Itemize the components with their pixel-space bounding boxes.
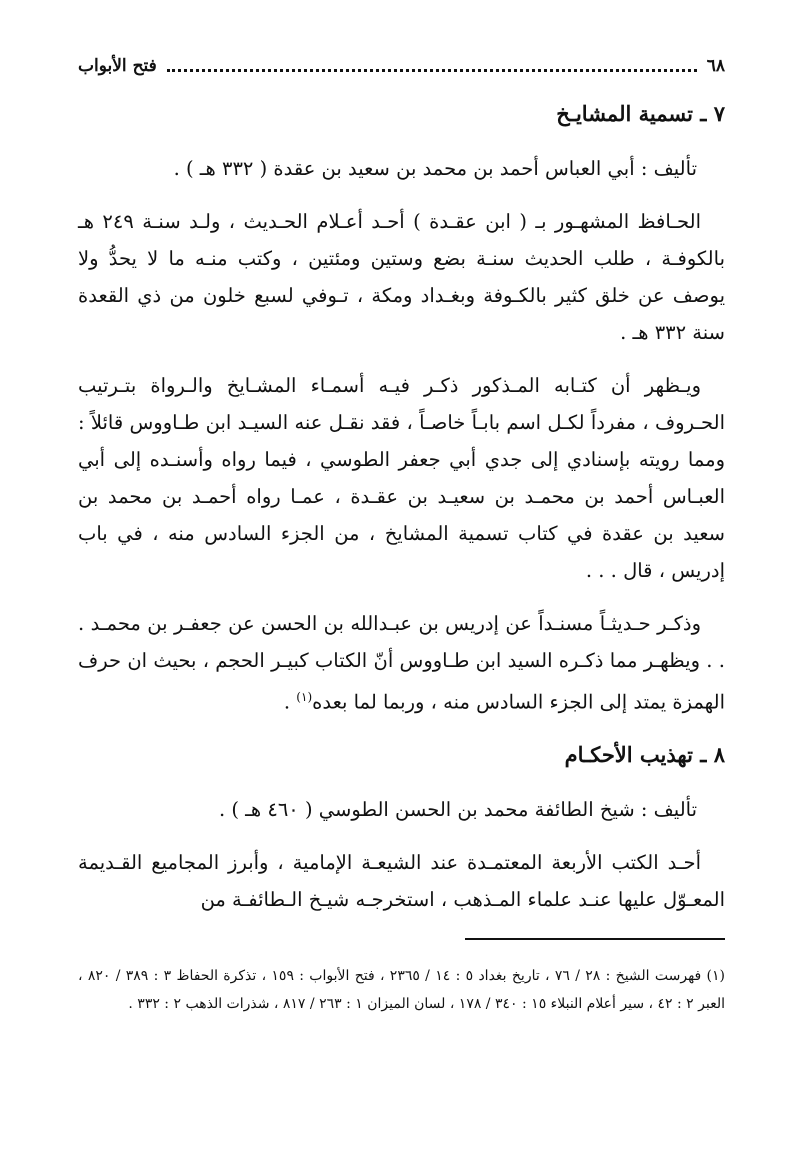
paragraph-biography: الحـافظ المشهـور بـ ( ابن عقـدة ) أحـد أعـلام الحـديث ، ولـد سنـة ٢٤٩ هـ بالكوفـة ، طلب الحديث سنـة بضع وستين ومئتين ، وكتب منـه ما لا يحدُّ ولا يوصف عن خلق كثير بالكـوفة وبغـداد ومكة ، تـوفي لسبع خلون من ذي القعدة سنة ٣٣٢ هـ . xyxy=(78,210,725,344)
section-heading-7: ٧ ـ تسمية المشايـخ xyxy=(556,101,725,126)
header-dot-leader xyxy=(167,69,697,72)
running-title: فتح الأبواب xyxy=(78,56,157,76)
paragraph-tahdhib: أحـد الكتب الأربعة المعتمـدة عند الشيعـة الإمامية ، وأبرز المجاميع القـديمة المعـوّل عليها عنـد علماء المـذهب ، استخرجـه شيـخ الـطائفـة من xyxy=(78,850,725,911)
author-line-8: تأليف : شيخ الطائفة محمد بن الحسن الطوسي ( ٤٦٠ هـ ) . xyxy=(218,797,697,821)
paragraph-book-description: ويـظهر أن كتـابه المـذكور ذكـر فيـه أسمـاء المشـايخ والـرواة بتـرتيب الحـروف ، مفرداً لكـل اسم بابـاً خاصـاً ، فقد نقـل عنه السيـد ابن طـاووس قائلاً : ومما رويته بإسنادي إلى جدي أبي جعفر الطوسي ، فيما رواه وأسنـده إلى أبي العبـاس أحمد بن محمـد بن سعيـد بن عقـدة ، عمـا رواه أحمـد بن محمد بن سعيد بن عقدة في كتاب تسمية المشايخ ، من الجزء السادس منه ، في باب إدريس ، قال . . . xyxy=(78,374,725,582)
paragraph-book-size-text: وذكـر حـديثـاً مسنـداً عن إدريس بن عبـدالله بن الحسن عن جعفـر بن محمـد . . . ويظهـر مما ذكـره السيد ابن طـاووس أنّ الكتاب كبيـر الحجم ، بحيث ان حرف الهمزة يمتد إلى الجزء السادس منه ، وربما لما بعده xyxy=(78,612,725,714)
paragraph-end-mark: . xyxy=(283,690,297,714)
running-header xyxy=(78,56,725,76)
paragraph-book-size xyxy=(78,605,725,721)
footnote-separator xyxy=(465,938,725,940)
page-number: ٦٨ xyxy=(706,56,725,76)
footnote: (١) فهرست الشيخ : ٢٨ / ٧٦ ، تاريخ بغداد ٥ : ١٤ / ٢٣٦٥ ، فتح الأبواب : ١٥٩ ، تذكرة الحفاظ ٣ : ٣٨٩ / ٨٢٠ ، العبر ٢ : ٤٢ ، سير أعلام النبلاء ١٥ : ٣٤٠ / ١٧٨ ، لسان الميزان ١ : ٢٦٣ / ٨١٧ ، شذرات الذهب ٢ : ٣٣٢ . xyxy=(78,968,726,1012)
footnote-marker[interactable]: (١) xyxy=(296,690,313,704)
page-body xyxy=(78,96,725,934)
section-heading-8: ٨ ـ تهذيب الأحكـام xyxy=(564,741,725,767)
author-line-7: تأليف : أبي العباس أحمد بن محمد بن سعيد بن عقدة ( ٣٣٢ هـ ) . xyxy=(173,157,697,180)
